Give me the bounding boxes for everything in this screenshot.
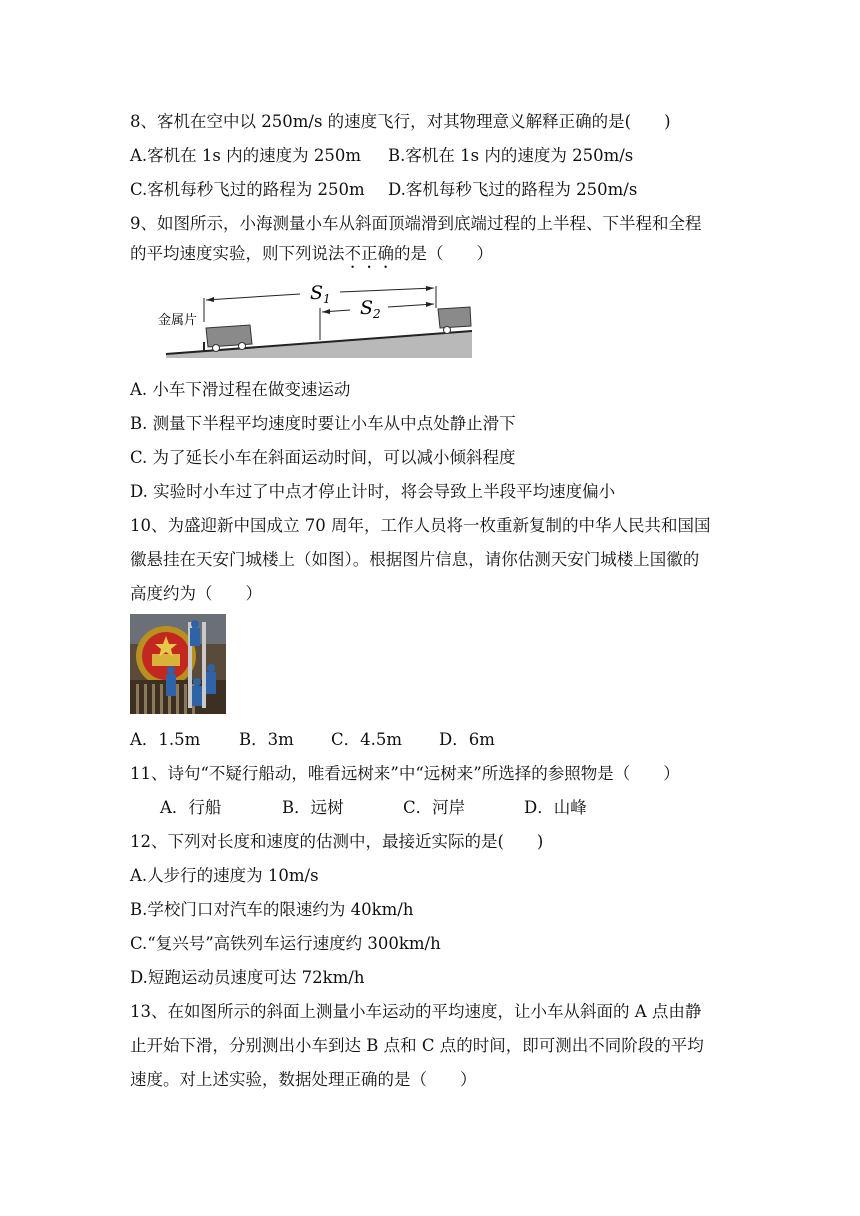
q10-stem-line1: 10、为盛迎新中国成立 70 周年，工作人员将一枚重新复制的中华人民共和国国 (130, 516, 711, 535)
q9-option-d: D. 实验时小车过了中点才停止计时，将会导致上半段平均速度偏小 (130, 482, 616, 501)
q10-option-c: C．4.5m (331, 730, 403, 749)
q9-option-b: B. 测量下半程平均速度时要让小车从中点处静止滑下 (130, 414, 516, 433)
incline-figure (150, 278, 472, 358)
emblem-photo-image (130, 614, 226, 714)
q9-option-c: C. 为了延长小车在斜面运动时间，可以减小倾斜程度 (130, 448, 516, 467)
q10-option-d: D．6m (439, 730, 495, 749)
s1-label: $S_1$ (310, 282, 331, 306)
s1-arrow-left (206, 294, 300, 300)
q9-stem-line1: 9、如图所示，小海测量小车从斜面顶端滑到底端过程的上半程、下半程和全程 (130, 214, 702, 233)
q10-option-b: B．3m (239, 730, 294, 749)
metal-plate-label: 金属片 (158, 313, 198, 328)
q11-option-d: D．山峰 (524, 798, 587, 817)
q8-option-d: D.客机每秒飞过的路程为 250m/s (388, 180, 638, 199)
q11-option-b: B．远树 (282, 798, 344, 817)
q11-option-c: C．河岸 (403, 798, 466, 817)
incline-diagram (150, 278, 472, 358)
q9-stem-line2 (130, 243, 493, 272)
cart-bottom (206, 325, 252, 352)
cart-top (438, 307, 471, 334)
q8-stem: 8、客机在空中以 250m/s 的速度飞行，对其物理意义解释正确的是( ) (130, 112, 671, 131)
q9-emphasis-text: 不正确 (344, 244, 394, 263)
q10-stem-line2: 徽悬挂在天安门城楼上（如图）。根据图片信息，请你估测天安门城楼上国徽的 (130, 550, 700, 569)
emblem-photo (130, 614, 226, 714)
q10-stem-line3: 高度约为（ ） (130, 584, 262, 603)
s1-arrow-right (340, 288, 434, 292)
s2-label: $S_2$ (360, 297, 381, 321)
q13-stem-line3: 速度。对上述实验，数据处理正确的是（ ） (130, 1070, 477, 1089)
q12-option-a: A.人步行的速度为 10m/s (130, 866, 319, 885)
q8-option-b: B.客机在 1s 内的速度为 250m/s (388, 146, 634, 165)
q9-option-a: A. 小车下滑过程在做变速运动 (130, 380, 351, 399)
q8-option-a: A.客机在 1s 内的速度为 250m (130, 146, 361, 165)
q10-option-a: A．1.5m (130, 730, 201, 749)
q13-stem-line1: 13、在如图所示的斜面上测量小车运动的平均速度，让小车从斜面的 A 点由静 (130, 1002, 702, 1021)
q13-stem-line2: 止开始下滑，分别测出小车到达 B 点和 C 点的时间，即可测出不同阶段的平均 (130, 1036, 704, 1055)
q8-option-c: C.客机每秒飞过的路程为 250m (130, 180, 365, 199)
q12-option-c: C.“复兴号”高铁列车运行速度约 300km/h (130, 934, 441, 953)
q12-option-d: D.短跑运动员速度可达 72km/h (130, 968, 365, 987)
q11-option-a: A．行船 (160, 798, 222, 817)
q9-stem-text-pre: 的平均速度实验，则下列说法 (130, 244, 345, 263)
q11-stem: 11、诗句“不疑行船动，唯看远树来”中“远树来”所选择的参照物是（ ） (130, 764, 680, 783)
q9-stem-text-post: 的是（ ） (394, 244, 493, 263)
q12-option-b: B.学校门口对汽车的限速约为 40km/h (130, 900, 414, 919)
q12-stem: 12、下列对长度和速度的估测中，最接近实际的是( ) (130, 832, 544, 851)
